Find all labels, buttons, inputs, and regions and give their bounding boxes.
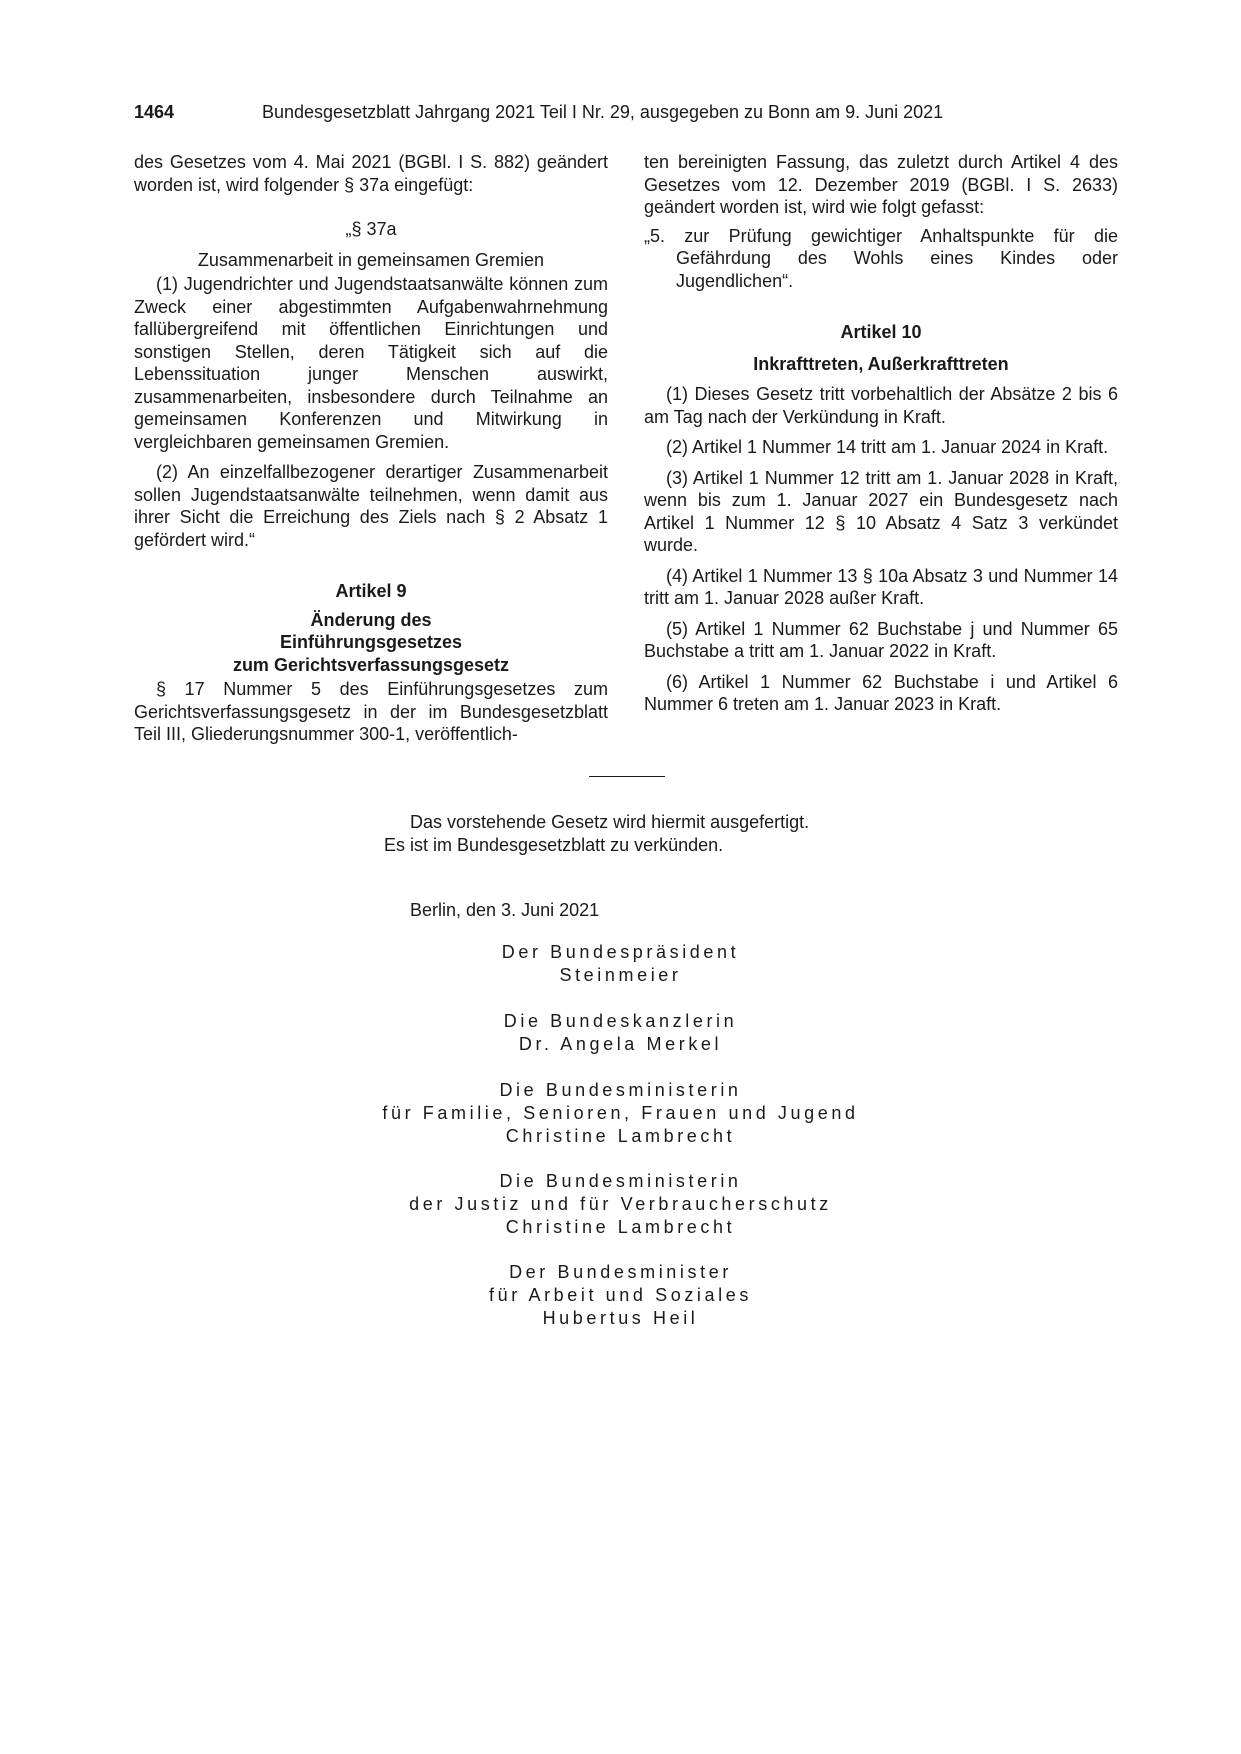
signature-title: Der Bundesminister (509, 1262, 732, 1282)
paragraph: (1) Dieses Gesetz tritt vorbehaltlich der Absätze 2 bis 6 am Tag nach der Verkündung in Kraft. (644, 384, 1118, 427)
closing-line: Es ist im Bundesgesetzblatt zu verkünden. (384, 834, 724, 855)
article-title: zum Gerichtsverfassungsgesetz (232, 654, 510, 675)
continuation-text: ten bereinigten Fassung, das zuletzt durch Artikel 4 des Gesetzes vom 12. Dezember 2019 (BGBl. I S. 2633) geändert worden ist, wird wie folgt gefasst: (644, 152, 1118, 217)
signature-ministry: der Justiz und für Verbraucherschutz (409, 1194, 832, 1214)
paragraph: (5) Artikel 1 Nummer 62 Buchstabe j und Nummer 65 Buchstabe a tritt am 1. Januar 2022 in Kraft. (644, 618, 1118, 661)
paragraph: (4) Artikel 1 Nummer 13 § 10a Absatz 3 und Nummer 14 tritt am 1. Januar 2028 außer Kraft. (644, 565, 1118, 608)
signature-name: Steinmeier (559, 965, 682, 985)
right-column (644, 151, 1118, 716)
closing-formula (384, 811, 904, 856)
place-date (410, 899, 810, 922)
running-title: Bundesgesetzblatt Jahrgang 2021 Teil I Nr. 29, ausgegeben zu Bonn am 9. Juni 2021 (262, 102, 944, 122)
article-heading: Artikel 10 (840, 322, 922, 342)
section-title: Zusammenarbeit in gemeinsamen Gremien (197, 249, 545, 270)
article-title: Einführungsgesetzes (279, 632, 463, 652)
paragraph: (2) Artikel 1 Nummer 14 tritt am 1. Januar 2024 in Kraft. (666, 437, 1109, 457)
signature-title: Die Bundesministerin (499, 1171, 742, 1191)
section-mark: „§ 37a (345, 219, 397, 239)
intro-text: des Gesetzes vom 4. Mai 2021 (BGBl. I S. 882) geändert worden ist, wird folgender § 37a eingefügt: (134, 152, 608, 195)
signature-title: Der Bundespräsident (501, 942, 740, 962)
signature-block (0, 1261, 1241, 1330)
paragraph: (1) Jugendrichter und Jugendstaatsanwälte können zum Zweck einer abgestimmten Aufgabenwahrnehmung fallübergreifend mit öffentlichen Einrichtungen und sonstigen Stellen, deren Tätigkeit sich auf die Lebenssituation junger Menschen auswirkt, zusammenarbeiten, insbesondere durch Teilnahme an gemeinsamen Konferenzen und Mitwirkung in vergleichbaren gemeinsamen Gremien. (134, 274, 608, 452)
signature-name: Christine Lambrecht (505, 1217, 736, 1237)
signature-ministry: für Familie, Senioren, Frauen und Jugend (382, 1103, 859, 1123)
left-column (134, 151, 608, 746)
article-title: Inkrafttreten, Außerkrafttreten (753, 353, 1009, 374)
paragraph: (3) Artikel 1 Nummer 12 tritt am 1. Januar 2028 in Kraft, wenn bis zum 1. Januar 2027 ein Bundesgesetz nach Artikel 1 Nummer 12 § 10 Absatz 4 Satz 3 verkündet wurde. (644, 467, 1118, 555)
signature-name: Hubertus Heil (542, 1308, 699, 1328)
closing-line: Das vorstehende Gesetz wird hiermit ausgefertigt. (410, 812, 810, 832)
paragraph: § 17 Nummer 5 des Einführungsgesetzes zum Gerichtsverfassungsgesetz in der im Bundesgesetzblatt Teil III, Gliederungsnummer 300-1, veröffentlich- (134, 679, 608, 744)
signature-block (0, 1170, 1241, 1239)
place-date-text: Berlin, den 3. Juni 2021 (410, 900, 600, 920)
signature-name: Christine Lambrecht (505, 1126, 736, 1146)
signature-title: Die Bundeskanzlerin (503, 1011, 738, 1031)
signature-block (0, 941, 1241, 987)
article-heading: Artikel 9 (335, 581, 407, 601)
list-item: „5. zur Prüfung gewichtiger Anhaltspunkte für die Gefährdung des Wohls eines Kindes oder Jugendlichen“. (644, 225, 1118, 291)
paragraph: (6) Artikel 1 Nummer 62 Buchstabe i und Artikel 6 Nummer 6 treten am 1. Januar 2023 in Kraft. (644, 671, 1118, 714)
paragraph: (2) An einzelfallbezogener derartiger Zusammenarbeit sollen Jugendstaatsanwälte teilnehmen, wenn damit aus ihrer Sicht die Erreichung des Ziels nach § 2 Absatz 1 gefördert wird.“ (134, 462, 608, 550)
divider-line (589, 776, 665, 777)
signature-title: Die Bundesministerin (499, 1080, 742, 1100)
signature-ministry: für Arbeit und Soziales (489, 1285, 752, 1305)
page-header (134, 100, 1118, 124)
signature-block (0, 1010, 1241, 1056)
article-title: Änderung des (310, 609, 432, 630)
signature-block (0, 1079, 1241, 1148)
page-number: 1464 (134, 102, 175, 122)
signature-name: Dr. Angela Merkel (518, 1034, 723, 1054)
